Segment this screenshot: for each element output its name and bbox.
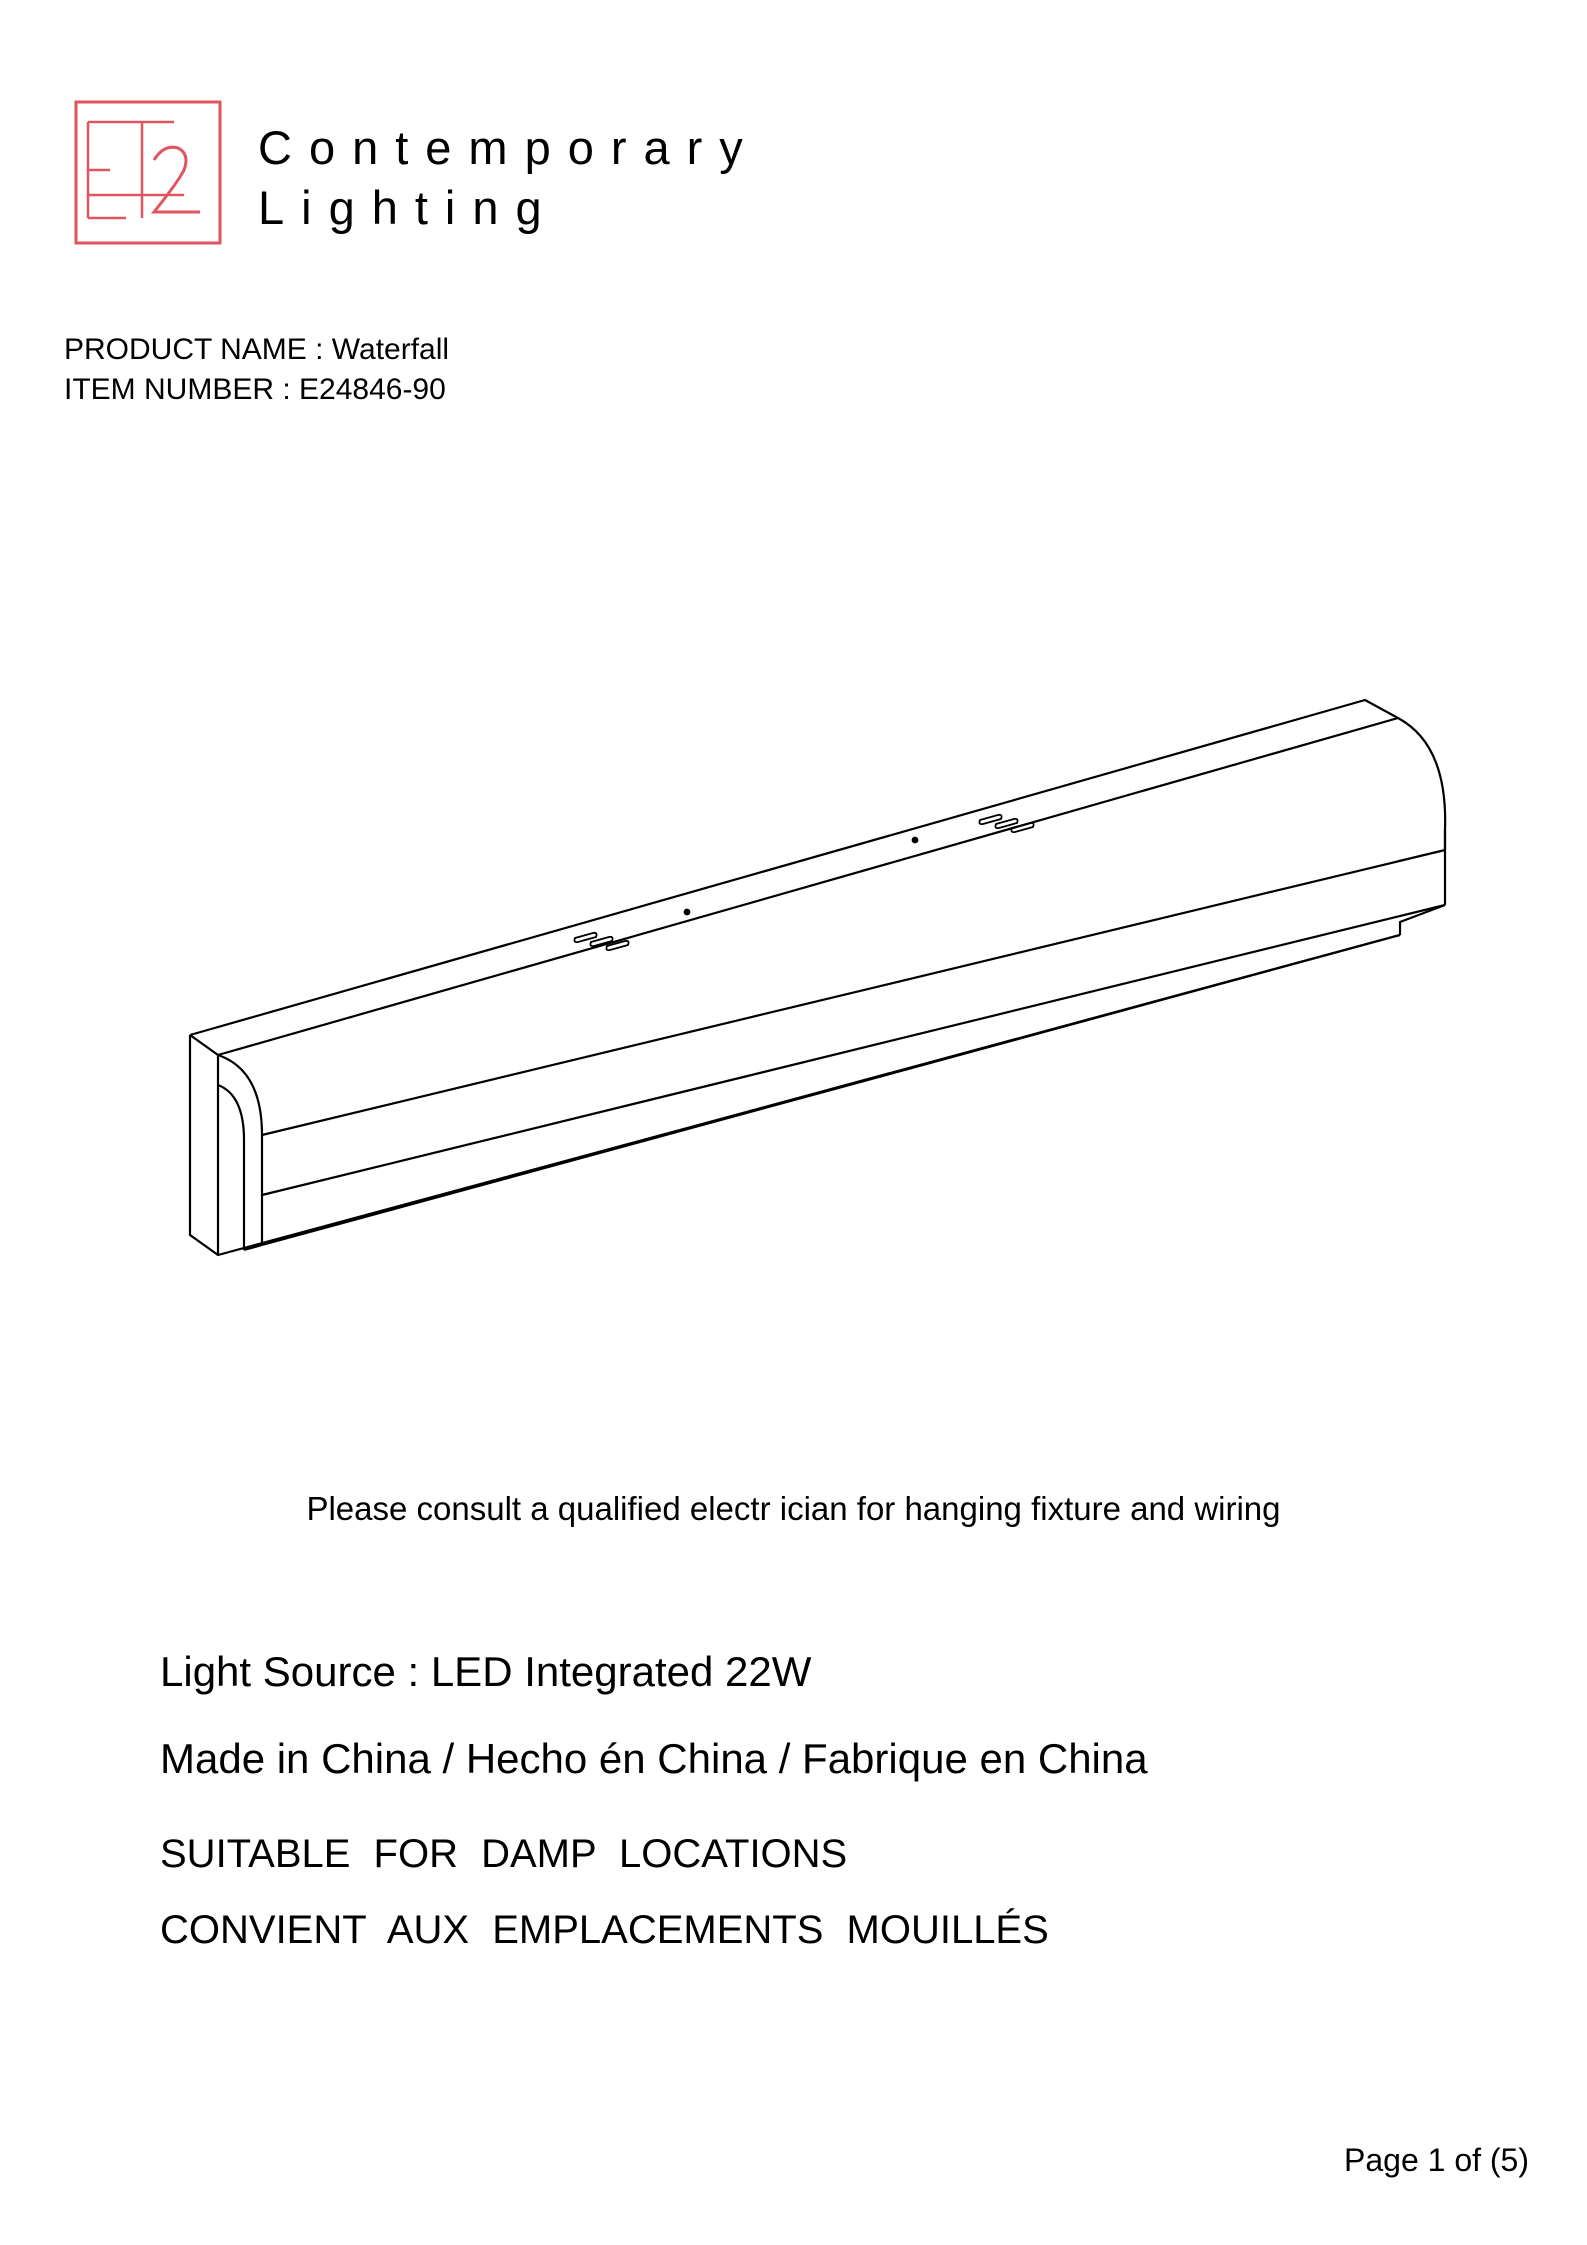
linear-light-fixture-drawing: [180, 690, 1460, 1280]
brand-line-1: Contemporary: [258, 121, 760, 174]
page-number: Page 1 of (5): [1344, 2142, 1529, 2178]
et2-logo: [74, 100, 222, 245]
damp-location-french: CONVIENT AUX EMPLACEMENTS MOUILLÉS: [160, 1908, 1049, 1952]
item-number: ITEM NUMBER : E24846-90: [64, 373, 446, 406]
damp-location-english: SUITABLE FOR DAMP LOCATIONS: [160, 1832, 848, 1876]
brand-name: [258, 118, 760, 238]
installation-notice: Please consult a qualified electr ician for hanging fixture and wiring: [306, 1490, 1281, 1527]
product-info: [64, 330, 449, 410]
product-name: PRODUCT NAME : Waterfall: [64, 333, 450, 366]
light-source-spec: Light Source : LED Integrated 22W: [160, 1648, 812, 1695]
origin-spec: Made in China / Hecho én China / Fabrique en China: [160, 1735, 1148, 1782]
brand-line-2: Lighting: [258, 181, 559, 234]
